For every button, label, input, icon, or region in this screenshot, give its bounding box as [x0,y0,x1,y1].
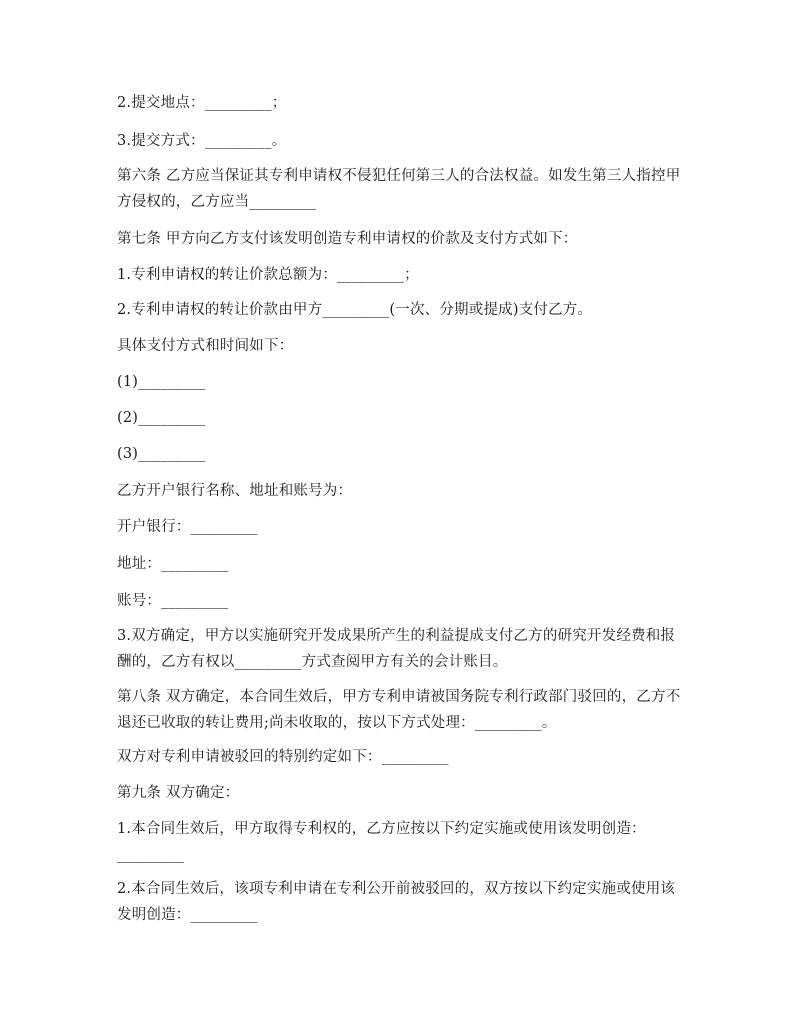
bank-name-field: 开户银行：_________ [117,519,258,535]
article-nine-item-1: 1.本合同生效后，甲方取得专利权的，乙方应按以下约定实施或使用该发明创造：_________ [117,821,646,863]
article-seven: 第七条 甲方向乙方支付该发明创造专利申请权的价款及支付方式如下： [117,231,578,247]
royalty-audit-clause: 3.双方确定，甲方以实施研究开发成果所产生的利益提成支付乙方的研究开发经费和报酬的，乙方有权以_________方式查阅甲方有关的会计账目。 [117,628,676,670]
bank-info-intro: 乙方开户银行名称、地址和账号为： [117,483,353,499]
bank-account-field: 账号：_________ [117,593,229,609]
rejection-special-agreement: 双方对专利申请被驳回的特别约定如下：_________ [117,749,449,765]
payment-method-clause: 2.专利申请权的转让价款由甲方_________(一次、分期或提成)支付乙方。 [117,302,593,318]
payment-item-2: (2)_________ [117,410,206,426]
total-price-clause: 1.专利申请权的转让价款总额为：_________； [117,267,419,283]
payment-item-3: (3)_________ [117,446,206,462]
article-six: 第六条 乙方应当保证其专利申请权不侵犯任何第三人的合法权益。如发生第三人指控甲方侵权的，乙方应当_________ [117,168,681,210]
bank-address-field: 地址：_________ [117,556,229,572]
payment-item-1: (1)_________ [117,374,206,390]
article-nine: 第九条 双方确定： [117,785,240,801]
article-nine-item-2: 2.本合同生效后，该项专利申请在专利公开前被驳回的，双方按以下约定实施或使用该发明创造：_________ [117,881,676,923]
article-eight: 第八条 双方确定，本合同生效后，甲方专利申请被国务院专利行政部门驳回的，乙方不退还已收取的转让费用;尚未收取的，按以下方式处理：_________。 [117,689,681,731]
payment-schedule-intro: 具体支付方式和时间如下： [117,338,294,354]
submission-location-clause: 2.提交地点：_________； [117,95,287,111]
submission-method-clause: 3.提交方式：_________。 [117,133,287,149]
